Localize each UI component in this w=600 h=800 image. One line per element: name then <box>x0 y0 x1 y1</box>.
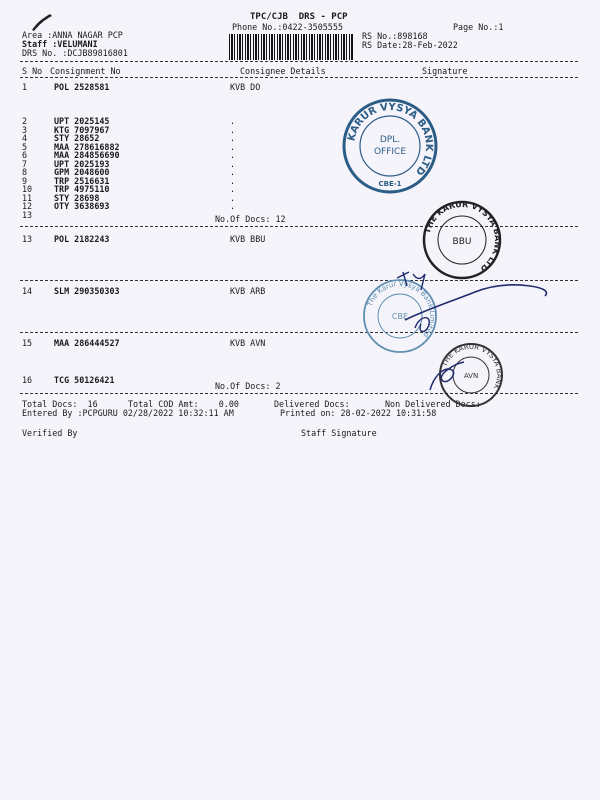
row-consignment: POL 2528581 <box>54 82 110 92</box>
row-consignment: TRP 4975110 <box>54 184 110 194</box>
printed-on: Printed on: 28-02-2022 10:31:58 <box>280 408 437 418</box>
page-number: Page No.:1 <box>453 22 504 32</box>
row-details: . <box>230 150 236 160</box>
svg-text:The Karur Vysya Bank Limited: The Karur Vysya Bank Limited <box>365 279 437 339</box>
row-sno: 13 <box>22 209 33 220</box>
non-delivered-docs: Non Delivered Docs: <box>385 399 481 409</box>
row-sno: 9 <box>22 175 28 186</box>
row-sno: 4 <box>22 133 28 143</box>
row-sno: 10 <box>22 184 33 194</box>
row-details: . <box>230 192 236 203</box>
row-consignment: TRP 2516631 <box>54 175 110 186</box>
row-sno: 1 <box>22 82 28 92</box>
row-sno: 3 <box>22 124 28 135</box>
row-details: . <box>230 141 236 152</box>
svg-text:OFFICE: OFFICE <box>373 147 407 157</box>
table-row <box>0 82 600 92</box>
rs-date: RS Date:28-Feb-2022 <box>362 40 458 50</box>
row-details: KVB DO <box>230 82 261 92</box>
row-sno: 16 <box>22 375 33 385</box>
row-consignment: STY 28652 <box>54 133 100 143</box>
signature-icon <box>424 356 474 396</box>
row-consignment: MAA 284856690 <box>54 150 120 160</box>
row-details: KVB ARB <box>230 286 266 296</box>
svg-text:CBE: CBE <box>391 312 409 321</box>
row-details: . <box>230 201 236 211</box>
column-header-signature: Signature <box>422 66 468 76</box>
row-details: . <box>230 167 236 177</box>
divider <box>20 77 578 78</box>
svg-text:CBE-1: CBE-1 <box>378 180 402 188</box>
staff-signature-label: Staff Signature <box>301 428 377 438</box>
row-details: . <box>230 133 236 143</box>
row-details: . <box>230 158 236 169</box>
total-cod-amount: Total COD Amt: 0.00 <box>128 399 239 409</box>
total-docs: Total Docs: 16 <box>22 399 98 409</box>
phone-number: Phone No.:0422-3505555 <box>232 22 343 32</box>
drs-number: DRS No. :DCJB89816801 <box>22 48 128 58</box>
row-sno: 13 <box>22 234 33 244</box>
document-title: TPC/CJB DRS - PCP <box>250 12 348 22</box>
row-consignment: GPM 2048600 <box>54 167 110 177</box>
row-details: KVB AVN <box>230 338 266 348</box>
barcode <box>229 34 353 60</box>
row-consignment: OTY 3638693 <box>54 201 110 211</box>
table-row <box>0 234 600 244</box>
row-sno: 2 <box>22 116 28 126</box>
docs-count: No.Of Docs: 12 <box>215 214 286 224</box>
divider <box>20 61 578 62</box>
row-sno: 14 <box>22 286 33 296</box>
row-consignment: MAA 286444527 <box>54 338 120 348</box>
row-details: . <box>230 175 236 186</box>
svg-text:KARUR VYSYA BANK LTD: KARUR VYSYA BANK LTD <box>346 101 435 177</box>
row-consignment: POL 2182243 <box>54 234 110 244</box>
svg-text:DPL.: DPL. <box>379 135 401 145</box>
area-label: Area :ANNA NAGAR PCP <box>22 30 123 40</box>
row-sno: 15 <box>22 338 33 348</box>
entered-by: Entered By :PCPGURU 02/28/2022 10:32:11 AM <box>22 408 234 418</box>
row-consignment: TCG 50126421 <box>54 375 115 385</box>
signature-icon <box>395 250 555 340</box>
row-details: KVB BBU <box>230 234 266 244</box>
svg-text:AVN: AVN <box>463 372 479 380</box>
row-consignment: STY 28698 <box>54 192 100 203</box>
row-consignment: UPT 2025193 <box>54 158 110 169</box>
svg-text:BBU: BBU <box>452 237 472 247</box>
row-consignment: SLM 290350303 <box>54 286 120 296</box>
table-row <box>0 210 600 220</box>
row-sno: 5 <box>22 141 28 152</box>
verified-by-label: Verified By <box>22 428 78 438</box>
row-consignment: MAA 278616882 <box>54 141 120 152</box>
row-details: . <box>230 124 236 135</box>
rs-number: RS No.:898168 <box>362 31 428 41</box>
row-details: . <box>230 116 236 126</box>
row-sno: 8 <box>22 167 28 177</box>
table-row <box>0 375 600 385</box>
logo-icon <box>30 12 54 32</box>
svg-text:THE KARUR VYSYA BANK: THE KARUR VYSYA BANK <box>440 342 504 391</box>
row-consignment: UPT 2025145 <box>54 116 110 126</box>
row-details: . <box>230 184 236 194</box>
bank-stamp-icon <box>340 96 440 196</box>
row-consignment: KTG 7097967 <box>54 124 110 135</box>
row-sno: 7 <box>22 158 28 169</box>
docs-count: No.Of Docs: 2 <box>215 381 281 391</box>
svg-text:THE KARUR VYSYA BANK LTD: THE KARUR VYSYA BANK LTD <box>422 200 503 274</box>
delivered-docs: Delivered Docs: <box>274 399 350 409</box>
row-sno: 11 <box>22 192 33 203</box>
staff-label: Staff :VELUMANI <box>22 39 98 49</box>
column-header-details: Consignee Details <box>240 66 326 76</box>
row-sno: 6 <box>22 150 28 160</box>
column-header-sno: S No <box>22 66 43 76</box>
row-sno: 12 <box>22 201 33 211</box>
column-header-consignment: Consignment No <box>50 66 121 76</box>
